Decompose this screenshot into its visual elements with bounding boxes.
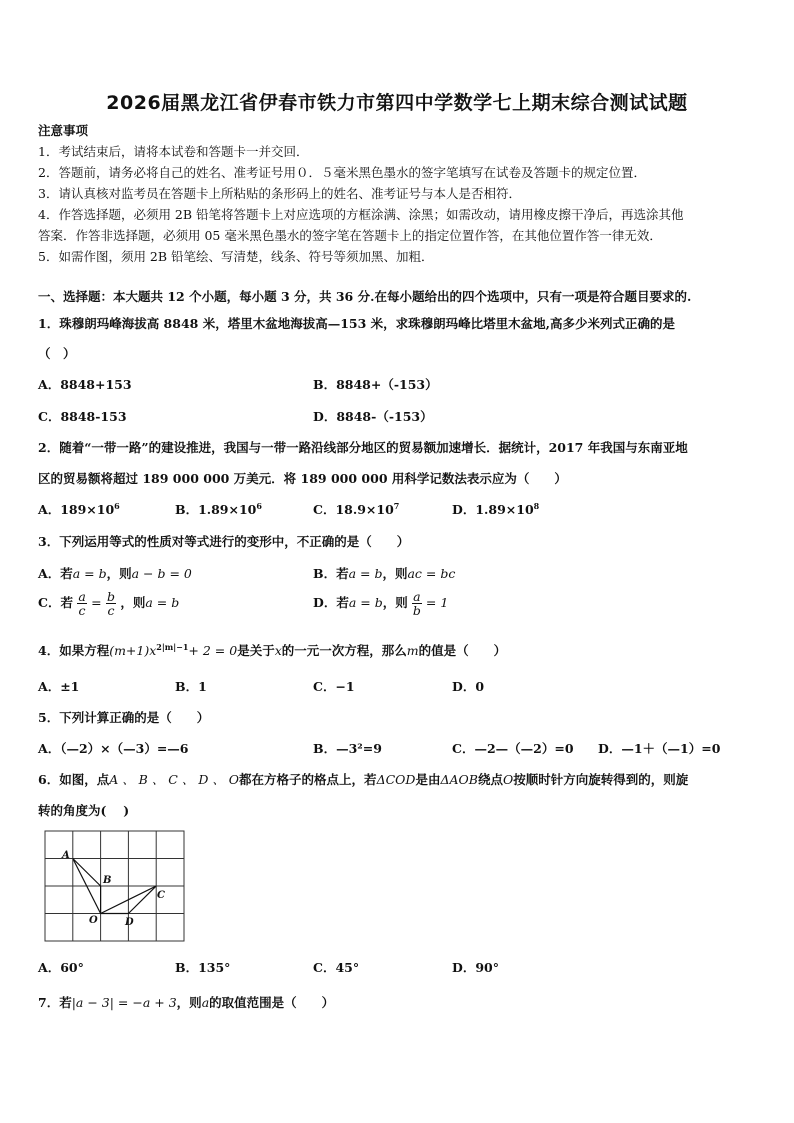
q6-option-c: C．45°: [313, 960, 360, 975]
q6-mid3: 绕点: [477, 772, 503, 787]
q3-a-cond: a = b: [72, 566, 107, 581]
q5-stem: 5．下列计算正确的是（ ）: [38, 710, 210, 725]
notice-item-1: 1．考试结束后，请将本试卷和答题卡一并交回．: [38, 144, 309, 159]
q3-b-cond: a = b: [348, 566, 383, 581]
q2-option-c-exp: 7: [393, 500, 400, 511]
q2-option-b-base: B．1.89×10: [175, 502, 257, 517]
q3-c-pre: C．若: [38, 595, 73, 610]
q4-mid: 是关于: [237, 643, 275, 658]
q3-c-frac-left: [77, 590, 86, 617]
q7-pre: 7．若: [38, 995, 72, 1010]
q4-x: x: [274, 643, 282, 658]
notice-item-4: 4．作答选择题，必须用 2B 铅笔将答题卡上对应选项的方框涂满、涂黑；如需改动，请用橡皮擦干净后，再选涂其他: [38, 207, 684, 222]
q4-stem: [38, 641, 506, 659]
q1-option-c: C．8848-153: [38, 409, 127, 424]
q6-points: A 、 B 、 C 、 D 、 O: [109, 772, 240, 787]
q3-c-frac-left-den: c: [78, 603, 86, 618]
segment-dc: [128, 886, 156, 914]
q4-option-c: C．−1: [313, 679, 355, 694]
q3-b-pre: B．若: [313, 566, 349, 581]
notice-heading: 注意事项: [38, 123, 89, 138]
q5-option-c: C．—2—（—2）=0: [452, 741, 574, 756]
q4-option-a: A．±1: [38, 679, 80, 694]
q3-option-b: [313, 564, 455, 582]
q3-b-mid: ，则: [382, 566, 408, 581]
q4-pre: 4．如果方程: [38, 643, 110, 658]
q3-d-pre: D．若: [313, 595, 349, 610]
q3-option-a: [38, 564, 192, 582]
q6-option-d: D．90°: [452, 960, 499, 975]
q2-option-c: [313, 500, 399, 518]
q3-c-mid: ，则: [120, 595, 146, 610]
q1-option-a: A．8848+153: [38, 377, 132, 392]
q2-option-a-exp: 6: [114, 500, 120, 511]
q6-mid: 都在方格子的格点上，若: [239, 772, 377, 787]
q2-option-b: [175, 500, 262, 518]
q3-c-res: a = b: [145, 595, 180, 610]
label-a: A: [62, 850, 70, 861]
notice-item-2: 2．答题前，请务必将自己的姓名、准考证号用０．５毫米黑色墨水的签字笔填写在试卷及答题卡的规定位置．: [38, 165, 646, 180]
q3-b-res: ac = bc: [407, 566, 456, 581]
q7-tail: 的取值范围是（ ）: [209, 995, 335, 1010]
q7-a: a: [201, 995, 210, 1010]
q6-stem-1: [38, 770, 688, 788]
q7-stem: [38, 993, 334, 1011]
label-c: C: [157, 890, 165, 901]
q2-option-d: [452, 500, 539, 518]
q4-tail: 的值是（ ）: [418, 643, 507, 658]
label-o: O: [89, 915, 98, 926]
q3-option-d: [313, 590, 448, 617]
q3-c-frac-right-den: c: [107, 603, 115, 618]
q6-cod: ΔCOD: [376, 772, 416, 787]
q1-paren: （ ）: [38, 346, 76, 361]
q5-option-d: D．—1＋（—1）=0: [598, 741, 721, 756]
q6-stem-2: 转的角度为( ): [38, 803, 130, 818]
q3-d-mid: ，则: [382, 595, 408, 610]
q4-option-b: B．1: [175, 679, 207, 694]
q3-stem: 3．下列运用等式的性质对等式进行的变形中，不正确的是（ ）: [38, 534, 410, 549]
section-heading: 一、选择题：本大题共 12 个小题，每小题 3 分，共 36 分.在每小题给出的四个选项中，只有一项是符合题目要求的.: [38, 289, 692, 304]
q3-c-frac-right: [106, 590, 116, 617]
q3-d-res: = 1: [425, 595, 449, 610]
q6-pre: 6．如图，点: [38, 772, 110, 787]
q2-option-a: [38, 500, 120, 518]
q3-d-frac-num: a: [413, 589, 421, 604]
q1-option-d: D．8848-（-153）: [313, 409, 433, 424]
q7-mid: ，则: [176, 995, 202, 1010]
q7-expr: |a − 3| = −a + 3: [71, 995, 177, 1010]
q4-mid2: 的一元一次方程，那么: [281, 643, 407, 658]
q2-option-a-base: A．189×10: [38, 502, 115, 517]
segment-ab: [73, 859, 101, 887]
exam-title: 2026届黑龙江省伊春市铁力市第四中学数学七上期末综合测试试题: [106, 92, 688, 114]
q3-d-frac-den: b: [412, 603, 421, 618]
q1-option-b: B．8848+（-153）: [313, 377, 438, 392]
q4-eq-tail: + 2 = 0: [188, 643, 238, 658]
notice-item-5: 5．如需作图，须用 2B 铅笔绘、写清楚，线条、符号等须加黑、加粗．: [38, 249, 434, 264]
q6-aob: ΔAOB: [440, 772, 478, 787]
q3-c-frac-left-num: a: [78, 589, 86, 604]
q5-option-b: B．—3²=9: [313, 741, 382, 756]
q2-option-d-base: D．1.89×10: [452, 502, 534, 517]
notice-item-3: 3．请认真核对监考员在答题卡上所粘贴的条形码上的姓名、准考证号与本人是否相符．: [38, 186, 521, 201]
q2-option-c-base: C．18.9×10: [313, 502, 394, 517]
q3-c-eq: =: [91, 595, 102, 610]
q4-m: m: [406, 643, 419, 658]
q5-option-a: A．（—2）×（—3）=—6: [38, 741, 189, 756]
q4-option-d: D．0: [452, 679, 485, 694]
label-d: D: [125, 917, 134, 928]
q6-grid-figure: [44, 830, 186, 942]
q6-option-a: A．60°: [38, 960, 84, 975]
q6-tail: 按顺时针方向旋转得到的，则旋: [513, 772, 689, 787]
grid-lines: [45, 831, 184, 941]
notice-item-4-cont: 答案．作答非选择题，必须用 05 毫米黑色墨水的签字笔在答题卡上的指定位置作答，在其他位置作答一律无效．: [38, 228, 662, 243]
q2-stem-1: 2．随着“一带一路”的建设推进，我国与一带一路沿线部分地区的贸易额加速增长．据统计，2017 年我国与东南亚地: [38, 440, 688, 455]
q1-stem: 1．珠穆朗玛峰海拔高 8848 米，塔里木盆地海拔高—153 米，求珠穆朗玛峰比塔里木盆地,高多少米列式正确的是: [38, 316, 675, 331]
q6-option-b: B．135°: [175, 960, 231, 975]
q3-d-frac: [412, 590, 421, 617]
q4-eq: (m+1)x: [109, 643, 157, 658]
q2-option-b-exp: 6: [256, 500, 262, 511]
q3-d-cond: a = b: [348, 595, 383, 610]
q6-mid2: 是由: [415, 772, 441, 787]
q3-a-pre: A．若: [38, 566, 73, 581]
q2-option-d-exp: 8: [533, 500, 540, 511]
label-b: B: [103, 875, 112, 886]
q3-a-res: a − b = 0: [131, 566, 192, 581]
q3-option-c: [38, 590, 179, 617]
q3-a-mid: ，则: [106, 566, 132, 581]
q2-stem-2: 区的贸易额将超过 189 000 000 万美元．将 189 000 000 用科学记数法表示应为（ ）: [38, 471, 567, 486]
q4-exp: 2|m|−1: [156, 641, 189, 652]
q6-o: O: [502, 772, 514, 787]
q3-c-frac-right-num: b: [106, 589, 115, 604]
